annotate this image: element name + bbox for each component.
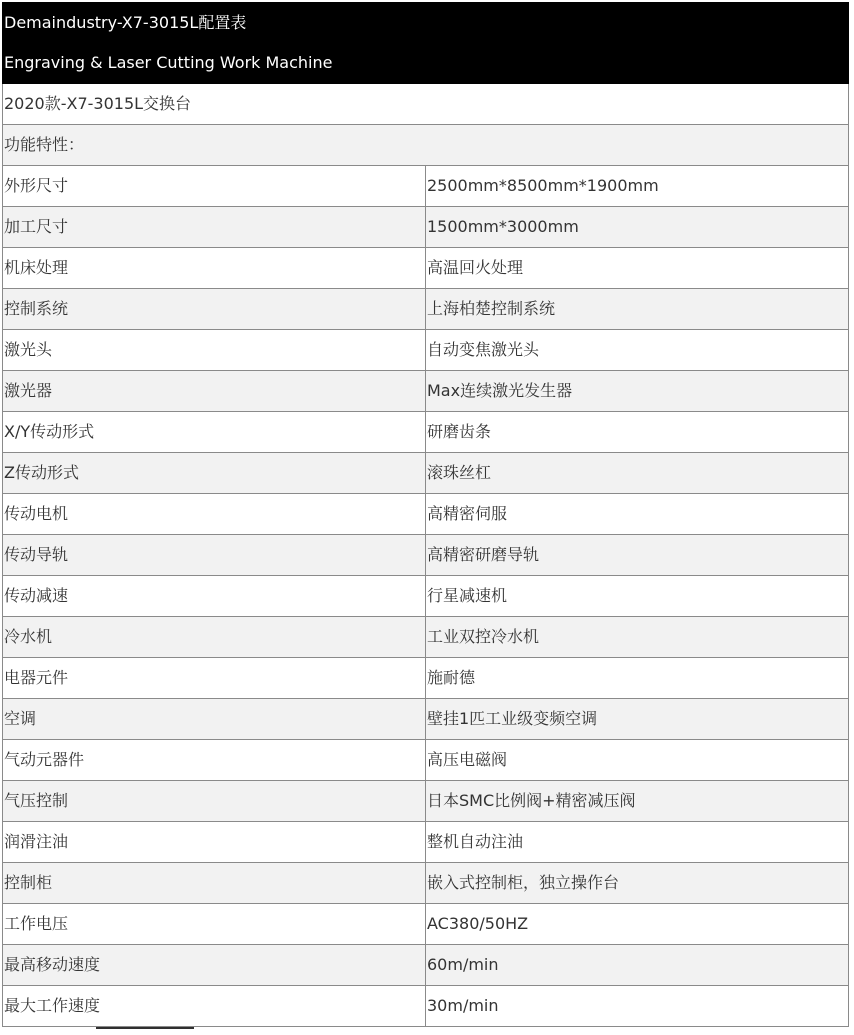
table-title: Demaindustry-X7-3015L配置表 (3, 3, 849, 44)
spec-value: Max连续激光发生器 (426, 371, 849, 412)
table-row (3, 535, 849, 576)
spec-label: 传动电机 (3, 494, 426, 535)
spec-label: 气动元器件 (3, 740, 426, 781)
table-row (3, 699, 849, 740)
spec-value: AC380/50HZ (426, 904, 849, 945)
spec-label: 润滑注油 (3, 822, 426, 863)
spec-value: 上海柏楚控制系统 (426, 289, 849, 330)
spec-label: 控制系统 (3, 289, 426, 330)
spec-label: Z传动形式 (3, 453, 426, 494)
spec-value: 整机自动注油 (426, 822, 849, 863)
spec-value: 高压电磁阀 (426, 740, 849, 781)
table-row (3, 494, 849, 535)
table-row (3, 945, 849, 986)
table-row (3, 412, 849, 453)
spec-value: 行星减速机 (426, 576, 849, 617)
features-heading: 功能特性： (3, 125, 849, 166)
spec-value: 滚珠丝杠 (426, 453, 849, 494)
table-row (3, 658, 849, 699)
bottom-divider (96, 1027, 194, 1029)
features-heading-row (3, 125, 849, 166)
table-row (3, 822, 849, 863)
table-row (3, 986, 849, 1027)
table-row (3, 781, 849, 822)
header-subtitle-row (3, 43, 849, 84)
spec-label: 激光头 (3, 330, 426, 371)
spec-label: 最高移动速度 (3, 945, 426, 986)
table-row (3, 371, 849, 412)
spec-label: 最大工作速度 (3, 986, 426, 1027)
table-row (3, 904, 849, 945)
spec-value: 自动变焦激光头 (426, 330, 849, 371)
spec-value: 施耐德 (426, 658, 849, 699)
spec-label: 传动导轨 (3, 535, 426, 576)
spec-table (2, 2, 849, 1027)
table-row (3, 248, 849, 289)
spec-value: 研磨齿条 (426, 412, 849, 453)
table-row (3, 289, 849, 330)
table-row (3, 617, 849, 658)
spec-label: 电器元件 (3, 658, 426, 699)
spec-value: 日本SMC比例阀+精密减压阀 (426, 781, 849, 822)
spec-value: 高温回火处理 (426, 248, 849, 289)
table-row (3, 207, 849, 248)
spec-label: 工作电压 (3, 904, 426, 945)
spec-value: 30m/min (426, 986, 849, 1027)
spec-label: 外形尺寸 (3, 166, 426, 207)
model-row (3, 84, 849, 125)
spec-table-container (2, 2, 848, 1027)
spec-label: 空调 (3, 699, 426, 740)
spec-label: 传动减速 (3, 576, 426, 617)
table-row (3, 576, 849, 617)
spec-value: 壁挂1匹工业级变频空调 (426, 699, 849, 740)
table-subtitle: Engraving & Laser Cutting Work Machine (3, 43, 849, 84)
spec-value: 60m/min (426, 945, 849, 986)
table-row (3, 166, 849, 207)
spec-label: 加工尺寸 (3, 207, 426, 248)
spec-value: 高精密研磨导轨 (426, 535, 849, 576)
spec-value: 2500mm*8500mm*1900mm (426, 166, 849, 207)
table-row (3, 330, 849, 371)
spec-value: 高精密伺服 (426, 494, 849, 535)
spec-label: 机床处理 (3, 248, 426, 289)
spec-value: 工业双控冷水机 (426, 617, 849, 658)
spec-value: 嵌入式控制柜，独立操作台 (426, 863, 849, 904)
model-name: 2020款-X7-3015L交换台 (3, 84, 849, 125)
table-row (3, 863, 849, 904)
spec-label: X/Y传动形式 (3, 412, 426, 453)
table-row (3, 453, 849, 494)
spec-label: 控制柜 (3, 863, 426, 904)
spec-label: 冷水机 (3, 617, 426, 658)
table-row (3, 740, 849, 781)
spec-value: 1500mm*3000mm (426, 207, 849, 248)
spec-label: 气压控制 (3, 781, 426, 822)
spec-label: 激光器 (3, 371, 426, 412)
header-title-row (3, 3, 849, 44)
